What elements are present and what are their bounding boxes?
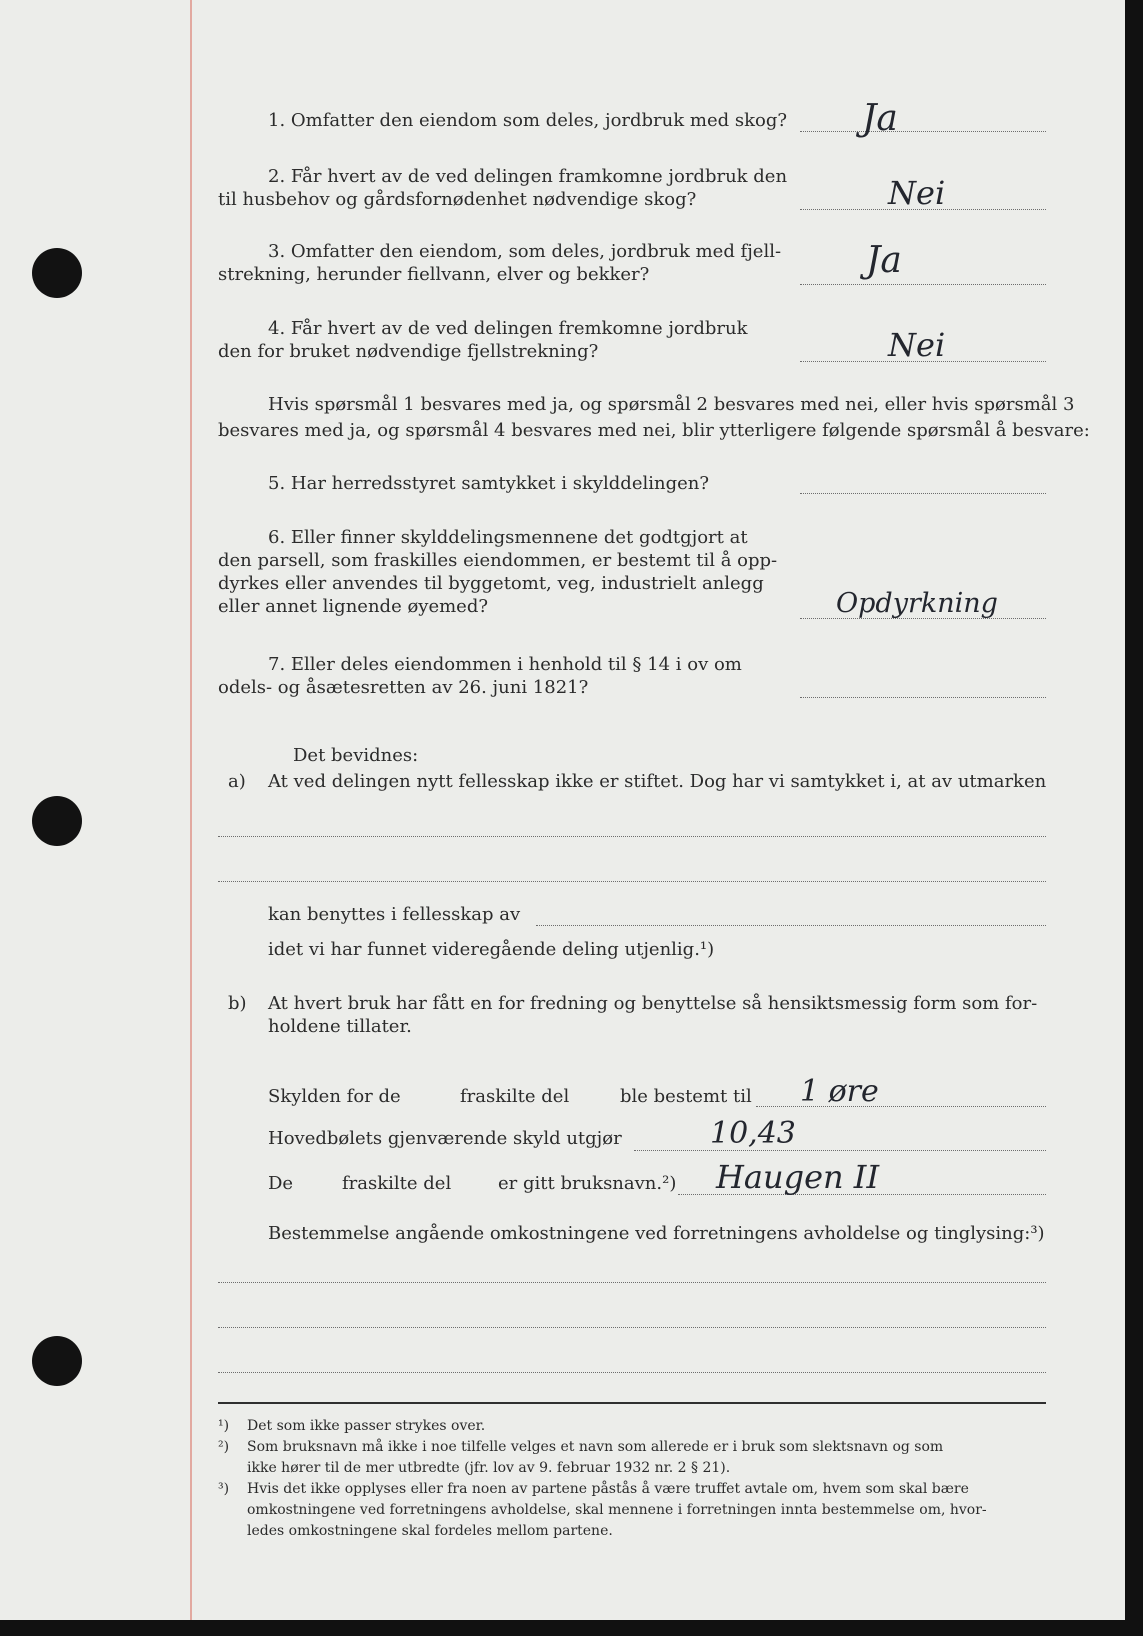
- answer-line: [800, 284, 1046, 285]
- question-2-line-1: 2. Får hvert av de ved delingen framkomne jordbruk den: [268, 166, 788, 187]
- certify-a-label: a): [228, 771, 246, 792]
- question-6-line-3: dyrkes eller anvendes til byggetomt, veg, industrielt anlegg: [218, 573, 764, 594]
- question-7-line-2: odels- og åsætesretten av 26. juni 1821?: [218, 677, 589, 698]
- answer-line: [800, 493, 1046, 494]
- answer-3: Ja: [866, 240, 902, 281]
- certify-kan-text: kan benyttes i fellesskap av: [268, 904, 521, 925]
- scan-edge-right: [1125, 0, 1143, 1636]
- answer-line: [634, 1150, 1046, 1151]
- bruksnavn-label-1: De: [268, 1173, 294, 1194]
- blank-line: [218, 1327, 1046, 1328]
- question-2-line-2: til husbehov og gårdsfornødenhet nødvendige skog?: [218, 189, 697, 210]
- certify-idet-text: idet vi har funnet videregående deling utjenlig.¹): [268, 939, 715, 960]
- answer-line: [800, 697, 1046, 698]
- certify-b-line-1: At hvert bruk har fått en for fredning og benyttelse så hensiktsmessig form som for-: [268, 993, 1038, 1014]
- bruksnavn-label-3: er gitt bruksnavn.²): [498, 1173, 677, 1194]
- question-6-line-1: 6. Eller finner skylddelingsmennene det godtgjort at: [268, 527, 748, 548]
- question-5: 5. Har herredsstyret samtykket i skylddelingen?: [268, 473, 709, 494]
- answer-6: Opdyrkning: [836, 588, 998, 619]
- certify-b-label: b): [228, 993, 247, 1014]
- condition-line-2: besvares med ja, og spørsmål 4 besvares med nei, blir ytterligere følgende spørsmål å besvare:: [218, 420, 1090, 441]
- margin-line: [190, 0, 192, 1620]
- skyld-value: 1 øre: [800, 1074, 879, 1109]
- blank-line: [536, 925, 1046, 926]
- certify-heading: Det bevidnes:: [293, 745, 419, 766]
- blank-line: [218, 1372, 1046, 1373]
- answer-2: Nei: [888, 174, 946, 212]
- footnote-3-mark: ³): [218, 1481, 230, 1497]
- scan-edge-bottom: [0, 1620, 1143, 1636]
- question-3-line-2: strekning, herunder fiellvann, elver og bekker?: [218, 264, 650, 285]
- condition-line-1: Hvis spørsmål 1 besvares med ja, og spørsmål 2 besvares med nei, eller hvis spørsmål 3: [268, 394, 1075, 415]
- skyld-label-2: fraskilte del: [460, 1086, 570, 1107]
- question-6-line-2: den parsell, som fraskilles eiendommen, er bestemt til å opp-: [218, 550, 778, 571]
- blank-line: [218, 881, 1046, 882]
- hovedbol-value: 10,43: [710, 1116, 796, 1151]
- answer-4: Nei: [888, 326, 946, 364]
- footnote-2-line-1: Som bruksnavn må ikke i noe tilfelle velges et navn som allerede er i bruk som slektsnavn og som: [247, 1439, 944, 1455]
- footnote-1: Det som ikke passer strykes over.: [247, 1418, 486, 1434]
- answer-line: [800, 131, 1046, 132]
- footnote-3-line-3: ledes omkostningene skal fordeles mellom partene.: [247, 1523, 613, 1539]
- question-4-line-2: den for bruket nødvendige fjellstrekning?: [218, 341, 599, 362]
- blank-line: [218, 1282, 1046, 1283]
- punch-hole: [32, 1336, 82, 1386]
- question-3-line-1: 3. Omfatter den eiendom, som deles, jordbruk med fjell-: [268, 241, 782, 262]
- footnote-2-line-2: ikke hører til de mer utbredte (jfr. lov av 9. februar 1932 nr. 2 § 21).: [247, 1460, 731, 1476]
- footnote-rule: [218, 1402, 1046, 1404]
- blank-line: [218, 836, 1046, 837]
- question-4-line-1: 4. Får hvert av de ved delingen fremkomne jordbruk: [268, 318, 748, 339]
- punch-hole: [32, 796, 82, 846]
- answer-1: Ja: [862, 98, 898, 139]
- skyld-label-3: ble bestemt til: [620, 1086, 752, 1107]
- certify-a-text: At ved delingen nytt fellesskap ikke er stiftet. Dog har vi samtykket i, at av utmarken: [268, 771, 1047, 792]
- question-6-line-4: eller annet lignende øyemed?: [218, 596, 488, 617]
- question-1: 1. Omfatter den eiendom som deles, jordbruk med skog?: [268, 110, 787, 131]
- question-7-line-1: 7. Eller deles eiendommen i henhold til § 14 i ov om: [268, 654, 742, 675]
- bestemmelse-text: Bestemmelse angående omkostningene ved forretningens avholdelse og tinglysing:³): [268, 1223, 1045, 1244]
- footnote-1-mark: ¹): [218, 1418, 230, 1434]
- bruksnavn-label-2: fraskilte del: [342, 1173, 452, 1194]
- punch-hole: [32, 248, 82, 298]
- skyld-label-1: Skylden for de: [268, 1086, 401, 1107]
- hovedbol-label: Hovedbølets gjenværende skyld utgjør: [268, 1128, 622, 1149]
- footnote-2-mark: ²): [218, 1439, 230, 1455]
- certify-b-line-2: holdene tillater.: [268, 1016, 412, 1037]
- footnote-3-line-1: Hvis det ikke opplyses eller fra noen av partene påstås å være truffet avtale om, hvem som skal bære: [247, 1481, 969, 1497]
- footnote-3-line-2: omkostningene ved forretningens avholdelse, skal mennene i forretningen innta bestemmelse om, hvor-: [247, 1502, 987, 1518]
- bruksnavn-value: Haugen II: [716, 1158, 880, 1196]
